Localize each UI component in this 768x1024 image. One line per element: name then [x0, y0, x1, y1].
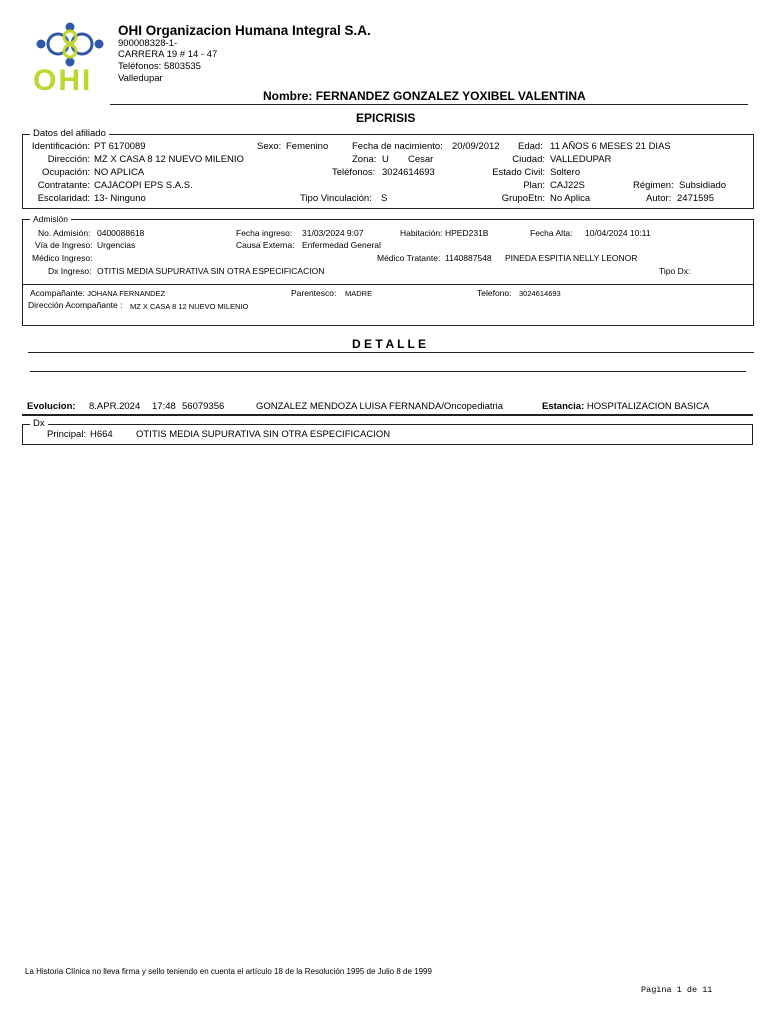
evolucion-underline	[22, 414, 753, 416]
direccion-acompanante-value: MZ X CASA 8 12 NUEVO MILENIO	[130, 302, 249, 311]
medico-tratante-id: 1140887548	[445, 253, 492, 263]
plan-label: Plan:	[523, 180, 545, 191]
no-admision-label: No. Admisión:	[38, 228, 91, 238]
autor-value: 2471595	[677, 193, 714, 204]
detalle-title: D E T A L L E	[352, 337, 427, 351]
habitacion-value: HPED231B	[445, 228, 489, 238]
identificacion-value: PT 6170089	[94, 141, 146, 152]
acompanante-value: JOHANA FERNANDEZ	[87, 289, 166, 298]
medico-ingreso-label: Médico Ingreso:	[32, 253, 93, 263]
evolucion-code: 56079356	[182, 401, 225, 412]
plan-value: CAJ22S	[550, 180, 585, 191]
ocupacion-value: NO APLICA	[94, 167, 145, 178]
regimen-label: Régimen:	[633, 180, 674, 191]
autor-label: Autor:	[646, 193, 672, 204]
regimen-value: Subsidiado	[679, 180, 727, 191]
header-divider	[110, 104, 748, 105]
patient-name-label: Nombre:	[263, 89, 313, 103]
fecha-nac-label: Fecha de nacimiento:	[352, 141, 443, 152]
zona-label: Zona:	[352, 154, 377, 165]
dx-legend: Dx	[30, 418, 48, 429]
sexo-label: Sexo:	[257, 141, 282, 152]
dx-ingreso-label: Dx Ingreso:	[48, 266, 92, 276]
tipo-vinculacion-label: Tipo Vinculación:	[300, 193, 372, 204]
ocupacion-label: Ocupación:	[41, 167, 90, 178]
fecha-nac-value: 20/09/2012	[452, 141, 500, 152]
fecha-ingreso-value: 31/03/2024 9:07	[302, 228, 364, 238]
escolaridad-value: 13- Ninguno	[94, 193, 146, 204]
departamento-value: Cesar	[408, 154, 434, 165]
ciudad-label: Ciudad:	[512, 154, 545, 165]
detalle-divider-top	[28, 352, 754, 353]
fecha-alta-label: Fecha Alta:	[530, 228, 573, 238]
causa-externa-label: Causa Externa:	[236, 240, 295, 250]
parentesco-value: MADRE	[345, 289, 373, 298]
evolucion-doctor: GONZALEZ MENDOZA LUISA FERNANDA/Oncopediatria	[256, 401, 504, 412]
dx-principal-code: H664	[90, 429, 113, 440]
company-phones: Teléfonos: 5803535	[118, 61, 201, 72]
medico-tratante-name: PINEDA ESPITIA NELLY LEONOR	[505, 253, 638, 263]
grupo-etnico-value: No Aplica	[550, 193, 591, 204]
causa-externa-value: Enfermedad General	[302, 240, 381, 250]
tipo-vinculacion-value: S	[381, 193, 388, 204]
admission-divider	[22, 284, 754, 285]
evolucion-label: Evolucion:	[27, 401, 76, 412]
detalle-divider-bottom	[30, 371, 746, 372]
evolucion-date: 8.APR.2024	[89, 401, 141, 412]
zona-value: U	[382, 154, 389, 165]
company-city: Valledupar	[118, 73, 163, 84]
patient-name: FERNANDEZ GONZALEZ YOXIBEL VALENTINA	[315, 89, 586, 103]
fecha-alta-value: 10/04/2024 10:11	[585, 228, 651, 238]
evolucion-row	[27, 401, 76, 412]
admission-legend: Admisión	[30, 214, 71, 224]
acompanante-label: Acompañante:	[30, 288, 85, 298]
grupo-etnico-label: GrupoEtn:	[501, 193, 545, 204]
dx-principal-label: Principal:	[47, 429, 87, 440]
dx-principal-description: OTITIS MEDIA SUPURATIVA SIN OTRA ESPECIFICACION	[136, 429, 391, 440]
parentesco-label: Parentesco:	[291, 288, 337, 298]
estado-civil-label: Estado Civil:	[492, 167, 545, 178]
fecha-ingreso-label: Fecha ingreso:	[236, 228, 293, 238]
direccion-label: Dirección:	[47, 154, 90, 165]
escolaridad-label: Escolaridad:	[37, 193, 90, 204]
no-admision-value: 0400088618	[97, 228, 145, 238]
via-ingreso-value: Urgencias	[97, 240, 136, 250]
evolucion-time: 17:48	[152, 401, 176, 412]
company-name: OHI Organizacion Humana Integral S.A.	[118, 23, 371, 38]
telefonos-label: Teléfonos:	[332, 167, 376, 178]
edad-label: Edad:	[518, 141, 543, 152]
habitacion-label: Habitación:	[400, 228, 443, 238]
via-ingreso-label: Vía de Ingreso:	[35, 240, 93, 250]
direccion-value: MZ X CASA 8 12 NUEVO MILENIO	[94, 154, 244, 165]
medico-tratante-label: Médico Tratante:	[377, 253, 441, 263]
estado-civil-value: Soltero	[550, 167, 581, 178]
telefono-acompanante-label: Telefono:	[477, 288, 512, 298]
tipo-dx-label: Tipo Dx:	[659, 266, 691, 276]
patient-name-line	[263, 89, 586, 103]
estancia-label: Estancia:	[542, 401, 585, 412]
dx-ingreso-value: OTITIS MEDIA SUPURATIVA SIN OTRA ESPECIFICACION	[97, 266, 325, 276]
estancia-value: HOSPITALIZACION BASICA	[586, 401, 710, 412]
acompanante-line	[30, 288, 165, 298]
page-number: Pagina 1 de 11	[641, 985, 713, 995]
company-address: CARRERA 19 # 14 - 47	[118, 49, 218, 60]
contratante-value: CAJACOPI EPS S.A.S.	[94, 180, 193, 191]
ciudad-value: VALLEDUPAR	[550, 154, 612, 165]
direccion-acompanante-label: Dirección Acompañante :	[28, 300, 123, 310]
sexo-value: Femenino	[286, 141, 329, 152]
contratante-label: Contratante:	[37, 180, 90, 191]
estancia-field	[542, 401, 709, 412]
company-nit: 900008328-1-	[118, 38, 178, 49]
affiliate-data-legend: Datos del afiliado	[30, 128, 109, 139]
document-title: EPICRISIS	[356, 111, 416, 125]
footer-legal-note: La Historia Clínica no lleva firma y sello teniendo en cuenta el artículo 18 de la Resolución 1995 de Julio 8 de 1999	[25, 967, 432, 976]
telefonos-value: 3024614693	[382, 167, 435, 178]
identificacion-label: Identificación:	[31, 141, 90, 152]
edad-value: 11 AÑOS 6 MESES 21 DIAS	[550, 141, 671, 152]
logo-text: OHI	[33, 64, 93, 97]
telefono-acompanante-value: 3024614693	[519, 289, 561, 298]
